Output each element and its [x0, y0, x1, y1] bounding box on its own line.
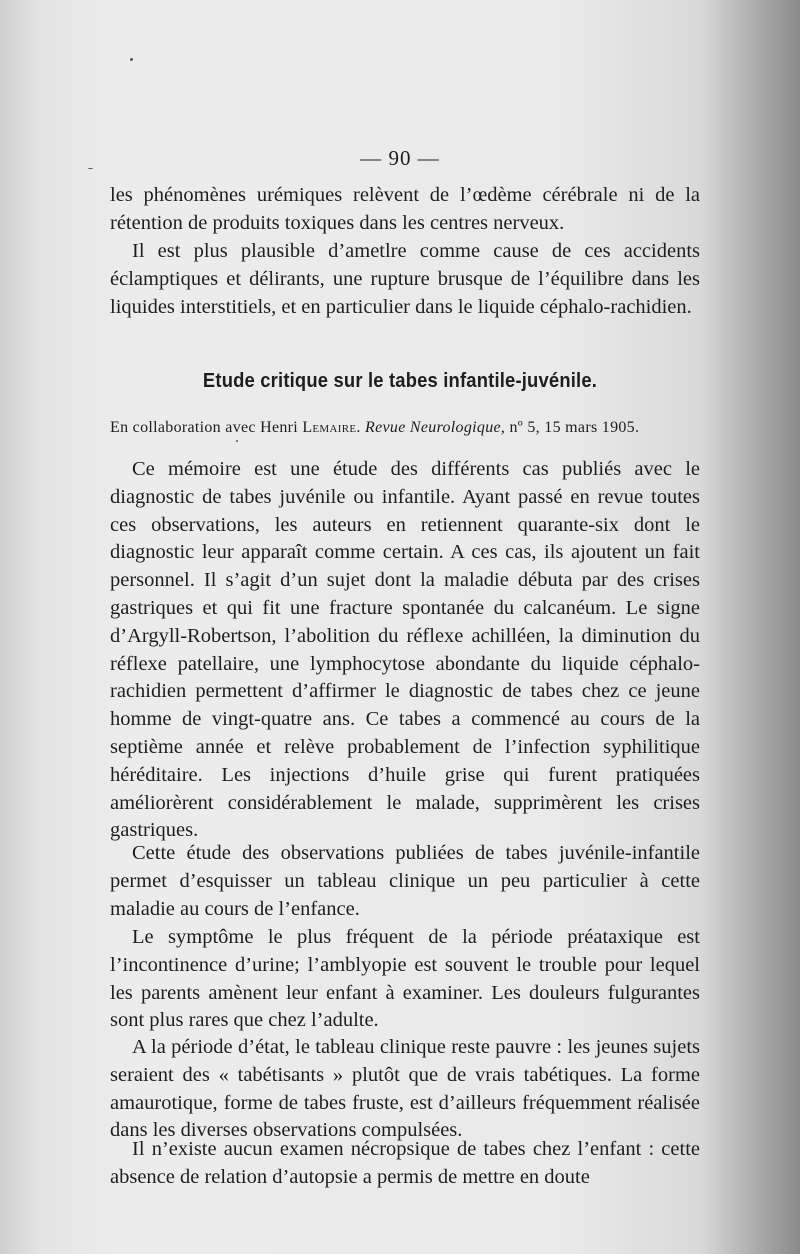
citation-author: Lemaire [302, 419, 357, 436]
paragraph: les phénomènes urémiques relèvent de l’œdème cérébrale ni de la rétention de produits toxiques dans les centres nerveux. [110, 184, 700, 234]
paragraph: Cette étude des observations publiées de tabes juvénile-infantile permet d’esquisser un tableau clinique un peu particulier à cette maladie au cours de l’enfance. [110, 842, 700, 920]
citation-sep: . [356, 419, 361, 436]
paper-speck [130, 58, 133, 61]
page-number: — 90 — [360, 146, 440, 170]
paper-speck [88, 168, 93, 169]
paper-speck [236, 440, 238, 442]
citation [110, 419, 710, 437]
paragraph: A la période d’état, le tableau clinique reste pauvre : les jeunes sujets seraient des « tabétisants » plutôt que de vrais tabétiques. La forme amaurotique, forme de tabes fruste, est d’ailleurs fréquemment réalisée dans les diverses observations compulsées. [110, 1036, 700, 1142]
citation-journal: Revue Neurologique [365, 419, 501, 436]
paragraph: Ce mémoire est une étude des différents cas publiés avec le diagnostic de tabes juvénile ou infantile. Ayant passé en revue toutes ces observations, les auteurs en retiennent quarante-six dont le diagnostic leur apparaît comme certain. A ces cas, ils ajoutent un fait personnel. Il s’agit d’un sujet dont la maladie débuta par des crises gastriques et qui fit une fracture spontanée du calcanéum. Le signe d’Argyll-Robertson, l’abolition du réflexe achilléen, la diminution du réflexe patellaire, une lymphocytose abondante du liquide céphalo-rachidien permettent d’affirmer le diagnostic de tabes chez ce jeune homme de vingt-quatre ans. Ce tabes a commencé au cours de la septième année et relève probablement de l’infection syphilitique héréditaire. Les injections d’huile grise qui furent pratiquées améliorèrent considérablement le malade, supprimèrent les crises gastriques. [110, 458, 700, 842]
section-title: Etude critique sur le tabes infantile-juvénile. [202, 370, 598, 392]
paragraph: Le symptôme le plus fréquent de la période préataxique est l’incontinence d’urine; l’amblyopie est souvent le trouble pour lequel les parents amènent leur enfant à examiner. Les douleurs fulgurantes sont plus rares que chez l’adulte. [110, 926, 700, 1032]
paragraph: Il est plus plausible d’ametlre comme cause de ces accidents éclamptiques et délirants, une rupture brusque de l’équilibre dans les liquides interstitiels, et en particulier dans le liquide céphalo-rachidien. [110, 240, 700, 318]
paragraph: Il n’existe aucun examen nécropsique de tabes chez l’enfant : cette absence de relation d’autopsie a permis de mettre en doute [110, 1138, 700, 1188]
citation-suffix: , nº 5, 15 mars 1905. [500, 419, 640, 436]
citation-prefix: En collaboration avec Henri [110, 419, 299, 436]
